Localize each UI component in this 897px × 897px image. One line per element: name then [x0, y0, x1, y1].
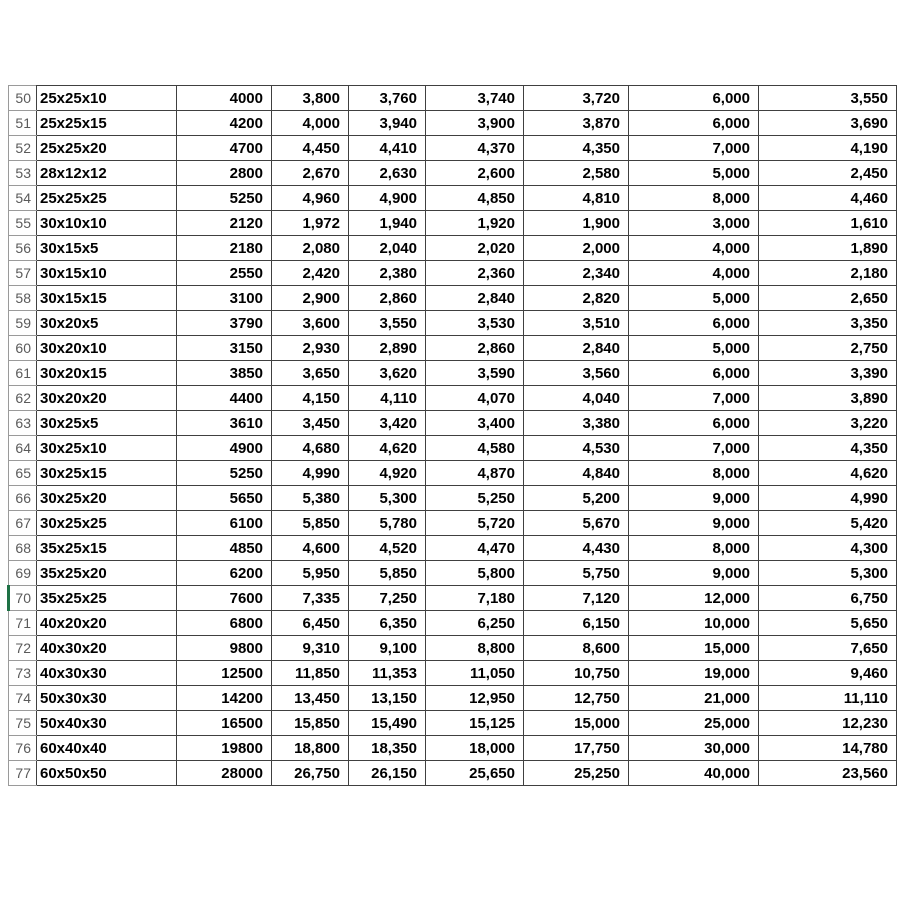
table-row: [9, 436, 897, 461]
row-number-cell[interactable]: 73: [9, 661, 37, 686]
value-cell[interactable]: 4,430: [524, 536, 629, 561]
value-cell[interactable]: 15,850: [272, 711, 349, 736]
value-cell[interactable]: 4,620: [759, 461, 897, 486]
value-cell[interactable]: 4,680: [272, 436, 349, 461]
value-cell[interactable]: 1,900: [524, 211, 629, 236]
row-number-cell[interactable]: 69: [9, 561, 37, 586]
value-cell[interactable]: 2,930: [272, 336, 349, 361]
value-cell[interactable]: 6,000: [629, 361, 759, 386]
value-cell[interactable]: 7,250: [349, 586, 426, 611]
value-cell[interactable]: 18,350: [349, 736, 426, 761]
value-cell[interactable]: 5250: [177, 186, 272, 211]
row-number-cell[interactable]: 68: [9, 536, 37, 561]
table-row: [9, 536, 897, 561]
value-cell[interactable]: 4400: [177, 386, 272, 411]
value-cell[interactable]: 5,800: [426, 561, 524, 586]
table-row: [9, 611, 897, 636]
table-row: [9, 111, 897, 136]
value-cell[interactable]: 3,900: [426, 111, 524, 136]
value-cell[interactable]: 2,380: [349, 261, 426, 286]
value-cell[interactable]: 21,000: [629, 686, 759, 711]
dimension-cell[interactable]: 25x25x20: [37, 136, 177, 161]
row-number-cell[interactable]: 50: [9, 86, 37, 111]
value-cell[interactable]: 19800: [177, 736, 272, 761]
value-cell[interactable]: 12500: [177, 661, 272, 686]
value-cell[interactable]: 5,420: [759, 511, 897, 536]
value-cell[interactable]: 6200: [177, 561, 272, 586]
dimension-cell[interactable]: 25x25x25: [37, 186, 177, 211]
value-cell[interactable]: 13,450: [272, 686, 349, 711]
value-cell[interactable]: 3,600: [272, 311, 349, 336]
value-cell[interactable]: 9,000: [629, 486, 759, 511]
value-cell[interactable]: 4,990: [759, 486, 897, 511]
value-cell[interactable]: 2550: [177, 261, 272, 286]
value-cell[interactable]: 3,000: [629, 211, 759, 236]
table-row: [9, 311, 897, 336]
dimension-cell[interactable]: 40x30x20: [37, 636, 177, 661]
value-cell[interactable]: 2,820: [524, 286, 629, 311]
value-cell[interactable]: 12,230: [759, 711, 897, 736]
value-cell[interactable]: 16500: [177, 711, 272, 736]
value-cell[interactable]: 3,650: [272, 361, 349, 386]
value-cell[interactable]: 3,690: [759, 111, 897, 136]
spreadsheet-area: [7, 85, 897, 786]
dimension-cell[interactable]: 30x15x5: [37, 236, 177, 261]
value-cell[interactable]: 8,600: [524, 636, 629, 661]
row-number-cell[interactable]: 58: [9, 286, 37, 311]
value-cell[interactable]: 7,000: [629, 436, 759, 461]
dimension-cell[interactable]: 30x25x5: [37, 411, 177, 436]
value-cell[interactable]: 4,960: [272, 186, 349, 211]
value-cell[interactable]: 2,630: [349, 161, 426, 186]
table-row: [9, 161, 897, 186]
row-number-cell[interactable]: 62: [9, 386, 37, 411]
value-cell[interactable]: 6,450: [272, 611, 349, 636]
dimension-cell[interactable]: 30x15x15: [37, 286, 177, 311]
value-cell[interactable]: 3,740: [426, 86, 524, 111]
value-cell[interactable]: 2,600: [426, 161, 524, 186]
dimension-cell[interactable]: 30x20x20: [37, 386, 177, 411]
table-row: [9, 386, 897, 411]
dimension-cell[interactable]: 60x50x50: [37, 761, 177, 786]
value-cell[interactable]: 4,350: [524, 136, 629, 161]
row-number-cell[interactable]: 76: [9, 736, 37, 761]
table-body: [9, 86, 897, 786]
value-cell[interactable]: 7600: [177, 586, 272, 611]
value-cell[interactable]: 5,850: [349, 561, 426, 586]
value-cell[interactable]: 5,300: [759, 561, 897, 586]
row-number-cell[interactable]: 77: [9, 761, 37, 786]
value-cell[interactable]: 4,000: [629, 236, 759, 261]
value-cell[interactable]: 6,350: [349, 611, 426, 636]
value-cell[interactable]: 3610: [177, 411, 272, 436]
value-cell[interactable]: 6,250: [426, 611, 524, 636]
value-cell[interactable]: 2,860: [426, 336, 524, 361]
row-number-cell[interactable]: 67: [9, 511, 37, 536]
value-cell[interactable]: 12,000: [629, 586, 759, 611]
table-row: [9, 486, 897, 511]
value-cell[interactable]: 5,300: [349, 486, 426, 511]
value-cell[interactable]: 4,920: [349, 461, 426, 486]
value-cell[interactable]: 18,800: [272, 736, 349, 761]
value-cell[interactable]: 3,530: [426, 311, 524, 336]
value-cell[interactable]: 3,400: [426, 411, 524, 436]
table-row: [9, 761, 897, 786]
dimension-cell[interactable]: 30x15x10: [37, 261, 177, 286]
value-cell[interactable]: 4,530: [524, 436, 629, 461]
table-row: [9, 711, 897, 736]
table-row: [9, 211, 897, 236]
table-row: [9, 686, 897, 711]
row-number-cell[interactable]: 66: [9, 486, 37, 511]
value-cell[interactable]: 6,750: [759, 586, 897, 611]
row-number-cell[interactable]: 51: [9, 111, 37, 136]
table-row: [9, 636, 897, 661]
value-cell[interactable]: 4900: [177, 436, 272, 461]
value-cell[interactable]: 2,650: [759, 286, 897, 311]
value-cell[interactable]: 14,780: [759, 736, 897, 761]
table-row: [9, 661, 897, 686]
value-cell[interactable]: 3790: [177, 311, 272, 336]
row-number-cell[interactable]: 55: [9, 211, 37, 236]
dimension-cell[interactable]: 35x25x20: [37, 561, 177, 586]
value-cell[interactable]: 10,750: [524, 661, 629, 686]
value-cell[interactable]: 6,150: [524, 611, 629, 636]
value-cell[interactable]: 6,000: [629, 86, 759, 111]
value-cell[interactable]: 2,890: [349, 336, 426, 361]
value-cell[interactable]: 9,310: [272, 636, 349, 661]
value-cell[interactable]: 4,580: [426, 436, 524, 461]
value-cell[interactable]: 5,000: [629, 161, 759, 186]
row-number-cell[interactable]: 52: [9, 136, 37, 161]
value-cell[interactable]: 2,180: [759, 261, 897, 286]
value-cell[interactable]: 3,760: [349, 86, 426, 111]
value-cell[interactable]: 5,650: [759, 611, 897, 636]
row-number-cell[interactable]: 57: [9, 261, 37, 286]
row-number-cell[interactable]: 65: [9, 461, 37, 486]
row-number-cell[interactable]: 75: [9, 711, 37, 736]
table-row: [9, 136, 897, 161]
dimension-cell[interactable]: 30x25x10: [37, 436, 177, 461]
value-cell[interactable]: 2,840: [524, 336, 629, 361]
dimension-cell[interactable]: 35x25x15: [37, 536, 177, 561]
value-cell[interactable]: 4,810: [524, 186, 629, 211]
value-cell[interactable]: 2,900: [272, 286, 349, 311]
row-number-cell[interactable]: 53: [9, 161, 37, 186]
value-cell[interactable]: 15,000: [629, 636, 759, 661]
value-cell[interactable]: 4,190: [759, 136, 897, 161]
value-cell[interactable]: 3,720: [524, 86, 629, 111]
value-cell[interactable]: 4,410: [349, 136, 426, 161]
value-cell[interactable]: 4,110: [349, 386, 426, 411]
value-cell[interactable]: 9,100: [349, 636, 426, 661]
value-cell[interactable]: 28000: [177, 761, 272, 786]
value-cell[interactable]: 3850: [177, 361, 272, 386]
value-cell[interactable]: 4,070: [426, 386, 524, 411]
value-cell[interactable]: 2,340: [524, 261, 629, 286]
value-cell[interactable]: 5,670: [524, 511, 629, 536]
value-cell[interactable]: 9,460: [759, 661, 897, 686]
value-cell[interactable]: 7,000: [629, 136, 759, 161]
value-cell[interactable]: 40,000: [629, 761, 759, 786]
value-cell[interactable]: 4,040: [524, 386, 629, 411]
value-cell[interactable]: 2,840: [426, 286, 524, 311]
value-cell[interactable]: 4,460: [759, 186, 897, 211]
dimension-cell[interactable]: 28x12x12: [37, 161, 177, 186]
value-cell[interactable]: 3,940: [349, 111, 426, 136]
value-cell[interactable]: 13,150: [349, 686, 426, 711]
value-cell[interactable]: 6800: [177, 611, 272, 636]
value-cell[interactable]: 1,890: [759, 236, 897, 261]
value-cell[interactable]: 12,750: [524, 686, 629, 711]
value-cell[interactable]: 3,220: [759, 411, 897, 436]
dimension-cell[interactable]: 40x20x20: [37, 611, 177, 636]
value-cell[interactable]: 3,590: [426, 361, 524, 386]
table-row: [9, 361, 897, 386]
value-cell[interactable]: 26,750: [272, 761, 349, 786]
value-cell[interactable]: 4,300: [759, 536, 897, 561]
table-row: [9, 236, 897, 261]
value-cell[interactable]: 11,353: [349, 661, 426, 686]
table-row: [9, 461, 897, 486]
value-cell[interactable]: 7,650: [759, 636, 897, 661]
value-cell[interactable]: 2,040: [349, 236, 426, 261]
value-cell[interactable]: 2,750: [759, 336, 897, 361]
value-cell[interactable]: 26,150: [349, 761, 426, 786]
value-cell[interactable]: 3150: [177, 336, 272, 361]
table-row: [9, 336, 897, 361]
value-cell[interactable]: 3,560: [524, 361, 629, 386]
value-cell[interactable]: 4,850: [426, 186, 524, 211]
row-number-cell[interactable]: 71: [9, 611, 37, 636]
value-cell[interactable]: 4200: [177, 111, 272, 136]
value-cell[interactable]: 3,550: [349, 311, 426, 336]
value-cell[interactable]: 4,000: [272, 111, 349, 136]
value-cell[interactable]: 4,350: [759, 436, 897, 461]
row-number-cell[interactable]: 59: [9, 311, 37, 336]
value-cell[interactable]: 30,000: [629, 736, 759, 761]
value-cell[interactable]: 4,990: [272, 461, 349, 486]
value-cell[interactable]: 1,940: [349, 211, 426, 236]
value-cell[interactable]: 3,550: [759, 86, 897, 111]
table-row: [9, 736, 897, 761]
value-cell[interactable]: 2,580: [524, 161, 629, 186]
value-cell[interactable]: 2,000: [524, 236, 629, 261]
value-cell[interactable]: 6,000: [629, 411, 759, 436]
price-table: [7, 85, 897, 786]
value-cell[interactable]: 8,800: [426, 636, 524, 661]
dimension-cell[interactable]: 35x25x25: [37, 586, 177, 611]
table-row: [9, 286, 897, 311]
value-cell[interactable]: 4,150: [272, 386, 349, 411]
value-cell[interactable]: 4700: [177, 136, 272, 161]
row-number-cell[interactable]: 70: [9, 586, 37, 611]
dimension-cell[interactable]: 30x25x25: [37, 511, 177, 536]
value-cell[interactable]: 2,670: [272, 161, 349, 186]
value-cell[interactable]: 8,000: [629, 536, 759, 561]
value-cell[interactable]: 7,120: [524, 586, 629, 611]
value-cell[interactable]: 4,620: [349, 436, 426, 461]
value-cell[interactable]: 5,750: [524, 561, 629, 586]
table-row: [9, 261, 897, 286]
row-number-cell[interactable]: 56: [9, 236, 37, 261]
table-row: [9, 586, 897, 611]
value-cell[interactable]: 5,780: [349, 511, 426, 536]
dimension-cell[interactable]: 60x40x40: [37, 736, 177, 761]
table-row: [9, 411, 897, 436]
value-cell[interactable]: 9,000: [629, 561, 759, 586]
value-cell[interactable]: 25,650: [426, 761, 524, 786]
value-cell[interactable]: 1,920: [426, 211, 524, 236]
value-cell[interactable]: 3,450: [272, 411, 349, 436]
value-cell[interactable]: 3,510: [524, 311, 629, 336]
value-cell[interactable]: 19,000: [629, 661, 759, 686]
dimension-cell[interactable]: 30x20x15: [37, 361, 177, 386]
value-cell[interactable]: 8,000: [629, 186, 759, 211]
value-cell[interactable]: 3,800: [272, 86, 349, 111]
value-cell[interactable]: 17,750: [524, 736, 629, 761]
value-cell[interactable]: 18,000: [426, 736, 524, 761]
value-cell[interactable]: 1,972: [272, 211, 349, 236]
value-cell[interactable]: 2180: [177, 236, 272, 261]
value-cell[interactable]: 2,450: [759, 161, 897, 186]
value-cell[interactable]: 2,420: [272, 261, 349, 286]
row-number-cell[interactable]: 63: [9, 411, 37, 436]
value-cell[interactable]: 2,020: [426, 236, 524, 261]
row-number-cell[interactable]: 60: [9, 336, 37, 361]
value-cell[interactable]: 4,600: [272, 536, 349, 561]
dimension-cell[interactable]: 30x25x20: [37, 486, 177, 511]
dimension-cell[interactable]: 50x40x30: [37, 711, 177, 736]
dimension-cell[interactable]: 30x20x5: [37, 311, 177, 336]
value-cell[interactable]: 3,380: [524, 411, 629, 436]
value-cell[interactable]: 5,200: [524, 486, 629, 511]
value-cell[interactable]: 4,900: [349, 186, 426, 211]
value-cell[interactable]: 5,000: [629, 286, 759, 311]
row-number-cell[interactable]: 54: [9, 186, 37, 211]
value-cell[interactable]: 3,890: [759, 386, 897, 411]
dimension-cell[interactable]: 30x10x10: [37, 211, 177, 236]
value-cell[interactable]: 3,420: [349, 411, 426, 436]
table-row: [9, 86, 897, 111]
value-cell[interactable]: 5,850: [272, 511, 349, 536]
value-cell[interactable]: 5650: [177, 486, 272, 511]
value-cell[interactable]: 5,720: [426, 511, 524, 536]
value-cell[interactable]: 2800: [177, 161, 272, 186]
table-row: [9, 186, 897, 211]
dimension-cell[interactable]: 40x30x30: [37, 661, 177, 686]
value-cell[interactable]: 15,000: [524, 711, 629, 736]
value-cell[interactable]: 7,335: [272, 586, 349, 611]
value-cell[interactable]: 11,850: [272, 661, 349, 686]
value-cell[interactable]: 15,490: [349, 711, 426, 736]
value-cell[interactable]: 4,520: [349, 536, 426, 561]
value-cell[interactable]: 5,000: [629, 336, 759, 361]
value-cell[interactable]: 11,110: [759, 686, 897, 711]
value-cell[interactable]: 4,840: [524, 461, 629, 486]
dimension-cell[interactable]: 25x25x10: [37, 86, 177, 111]
value-cell[interactable]: 6,000: [629, 311, 759, 336]
value-cell[interactable]: 3100: [177, 286, 272, 311]
table-row: [9, 561, 897, 586]
value-cell[interactable]: 2,860: [349, 286, 426, 311]
dimension-cell[interactable]: 30x20x10: [37, 336, 177, 361]
value-cell[interactable]: 7,180: [426, 586, 524, 611]
row-number-cell[interactable]: 74: [9, 686, 37, 711]
value-cell[interactable]: 4,470: [426, 536, 524, 561]
value-cell[interactable]: 4000: [177, 86, 272, 111]
value-cell[interactable]: 23,560: [759, 761, 897, 786]
value-cell[interactable]: 25,250: [524, 761, 629, 786]
value-cell[interactable]: 4850: [177, 536, 272, 561]
value-cell[interactable]: 2,360: [426, 261, 524, 286]
value-cell[interactable]: 9,000: [629, 511, 759, 536]
value-cell[interactable]: 4,870: [426, 461, 524, 486]
value-cell[interactable]: 4,450: [272, 136, 349, 161]
row-number-cell[interactable]: 64: [9, 436, 37, 461]
row-number-cell[interactable]: 72: [9, 636, 37, 661]
value-cell[interactable]: 4,370: [426, 136, 524, 161]
value-cell[interactable]: 8,000: [629, 461, 759, 486]
value-cell[interactable]: 5,380: [272, 486, 349, 511]
value-cell[interactable]: 3,620: [349, 361, 426, 386]
value-cell[interactable]: 15,125: [426, 711, 524, 736]
dimension-cell[interactable]: 50x30x30: [37, 686, 177, 711]
value-cell[interactable]: 25,000: [629, 711, 759, 736]
value-cell[interactable]: 1,610: [759, 211, 897, 236]
table-row: [9, 511, 897, 536]
value-cell[interactable]: 2,080: [272, 236, 349, 261]
value-cell[interactable]: 12,950: [426, 686, 524, 711]
dimension-cell[interactable]: 25x25x15: [37, 111, 177, 136]
value-cell[interactable]: 10,000: [629, 611, 759, 636]
value-cell[interactable]: 11,050: [426, 661, 524, 686]
value-cell[interactable]: 5250: [177, 461, 272, 486]
value-cell[interactable]: 5,250: [426, 486, 524, 511]
value-cell[interactable]: 5,950: [272, 561, 349, 586]
dimension-cell[interactable]: 30x25x15: [37, 461, 177, 486]
value-cell[interactable]: 7,000: [629, 386, 759, 411]
value-cell[interactable]: 3,390: [759, 361, 897, 386]
value-cell[interactable]: 4,000: [629, 261, 759, 286]
value-cell[interactable]: 14200: [177, 686, 272, 711]
value-cell[interactable]: 2120: [177, 211, 272, 236]
row-number-cell[interactable]: 61: [9, 361, 37, 386]
value-cell[interactable]: 6,000: [629, 111, 759, 136]
value-cell[interactable]: 6100: [177, 511, 272, 536]
value-cell[interactable]: 3,870: [524, 111, 629, 136]
value-cell[interactable]: 3,350: [759, 311, 897, 336]
value-cell[interactable]: 9800: [177, 636, 272, 661]
